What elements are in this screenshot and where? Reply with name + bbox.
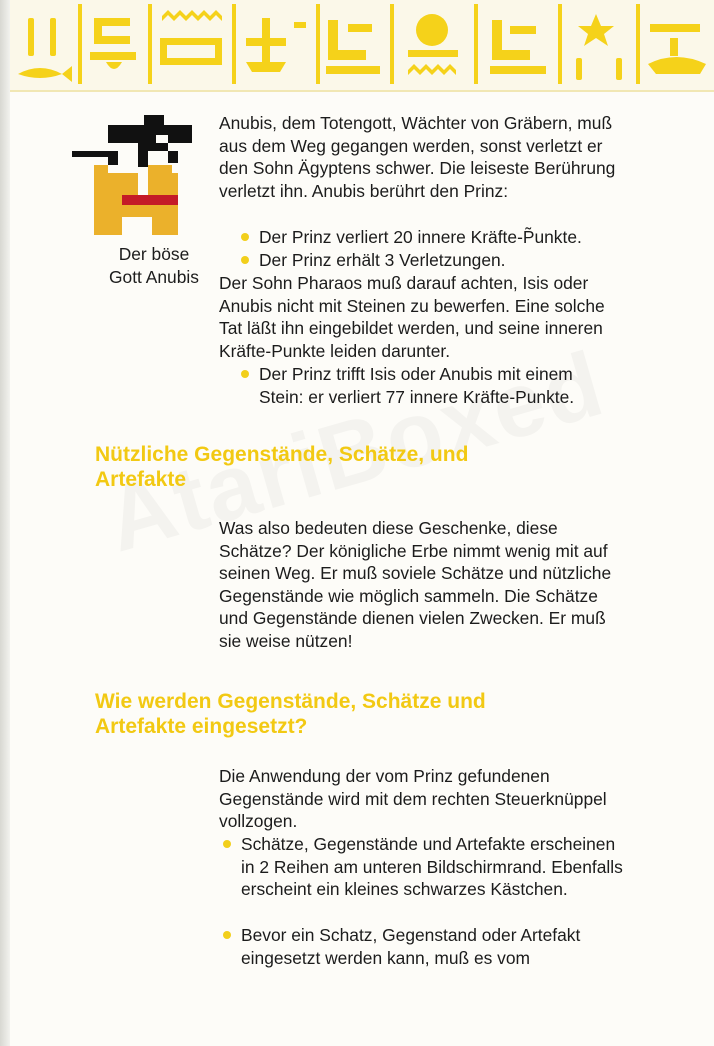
bullet-dot (223, 931, 231, 939)
anubis-bullet-1 (259, 226, 619, 249)
anubis-sprite-icon (72, 115, 202, 237)
hieroglyph-strip-icon (10, 0, 714, 90)
anubis-bullet-2 (259, 249, 619, 272)
hieroglyph-border (10, 0, 714, 92)
usage-bullet-2 (241, 924, 626, 969)
items-paragraph: Was also bedeuten diese Geschenke, diese Schätze? Der königliche Erbe nimmt wenig mit auf seinen Weg. Er muß soviele Schätze und nützliche Gegenstände wie möglich sammeln. Die Schätze und Gegenstände dienen vielen Zwecken. Er muß sie weise nützen! (219, 518, 612, 651)
bullet-dot (241, 256, 249, 264)
bullet-dot (223, 840, 231, 848)
usage-paragraph: Die Anwendung der vom Prinz gefundenen Gegenstände wird mit dem rechten Steuerknüppel vollzogen. (219, 766, 607, 831)
heading-usage: Wie werden Gegenstände, Schätze und Artefakte eingesetzt? (95, 690, 486, 738)
bullet-text: Bevor ein Schatz, Gegenstand oder Artefakt eingesetzt werden kann, muß es vom (241, 925, 581, 968)
bullet-text: Schätze, Gegenstände und Artefakte erscheinen in 2 Reihen am unteren Bildschirmrand. Ebenfalls erscheint ein kleines schwarzes Kästchen. (241, 834, 623, 899)
heading-useful-items: Nützliche Gegenstände, Schätze, und Artefakte (95, 443, 469, 491)
bullet-text: Der Prinz trifft Isis oder Anubis mit einem Stein: er verliert 77 innere Kräfte-Punkte. (259, 364, 575, 407)
page-edge (0, 0, 10, 1046)
anubis-intro: Anubis, dem Totengott, Wächter von Gräbern, muß aus dem Weg gegangen werden, sonst verletzt er den Sohn Ägyptens schwer. Die leiseste Berührung verletzt ihn. Anubis berührt den Prinz: (219, 113, 616, 201)
bullet-text: Der Prinz verliert 20 innere Kräfte-P̃unkte. (259, 227, 582, 247)
anubis-paragraph: Der Sohn Pharaos muß darauf achten, Isis oder Anubis nicht mit Steinen zu bewerfen. Eine solche Tat läßt ihn eingebildet werden, und seine inneren Kräfte-Punkte leiden darunter. (219, 273, 605, 361)
bullet-dot (241, 233, 249, 241)
bullet-dot (241, 370, 249, 378)
sprite-caption: Der böse Gott Anubis (109, 244, 199, 287)
stone-bullet (259, 363, 619, 408)
bullet-text: Der Prinz erhält 3 Verletzungen. (259, 250, 506, 270)
usage-bullet-1 (241, 833, 626, 901)
